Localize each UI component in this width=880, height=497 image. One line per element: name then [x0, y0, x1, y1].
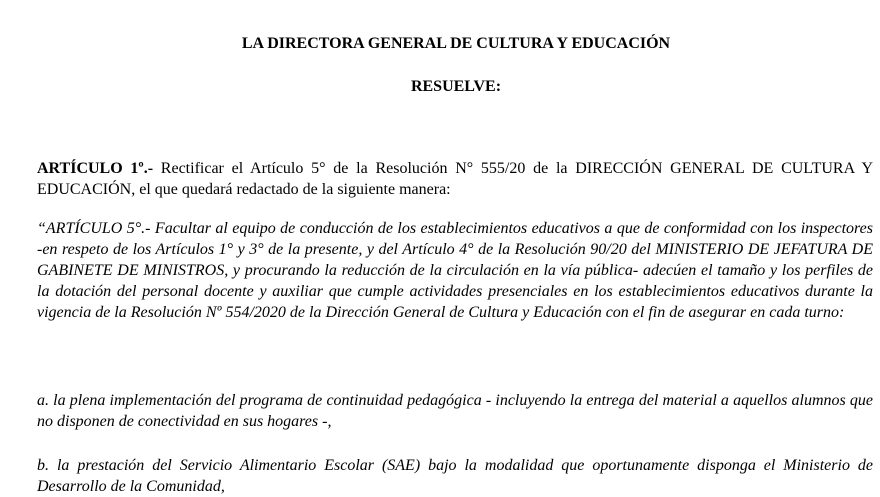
heading-authority: LA DIRECTORA GENERAL DE CULTURA Y EDUCACIÓN — [241, 35, 671, 52]
item-a-paragraph: a. la plena implementación del programa de continuidad pedagógica - incluyendo la entrega del material a aquellos alumnos que no disponen de conectividad en sus hogares -, — [37, 392, 873, 430]
article-1-paragraph — [37, 158, 873, 200]
article-5-quote-paragraph: “ARTÍCULO 5°.- Facultar al equipo de conducción de los establecimientos educativos a que de conformidad con los inspectores -en respeto de los Artículos 1° y 3° de la presente, y del Artículo 4° de la Resolución 90/20 del MINISTERIO DE JEFATURA DE GABINETE DE MINISTROS, y procurando la reducción de la circulación en la vía pública- adecúen el tamaño y los perfiles de la dotación del personal docente y auxiliar que cumple actividades presenciales en los establecimientos educativos durante la vigencia de la Resolución Nº 554/2020 de la Dirección General de Cultura y Educación con el fin de asegurar en cada turno: — [37, 220, 873, 321]
article-1-label: ARTÍCULO 1º.- — [37, 160, 154, 177]
item-b-paragraph: b. la prestación del Servicio Alimentario Escolar (SAE) bajo la modalidad que oportunamente disponga el Ministerio de Desarrollo de la Comunidad, — [37, 457, 873, 495]
heading-resolve: RESUELVE: — [410, 78, 502, 95]
article-1-text: Rectificar el Artículo 5° de la Resolución N° 555/20 de la DIRECCIÓN GENERAL DE CULTURA Y EDUCACIÓN, el que quedará redactado de la siguiente manera: — [37, 160, 873, 198]
